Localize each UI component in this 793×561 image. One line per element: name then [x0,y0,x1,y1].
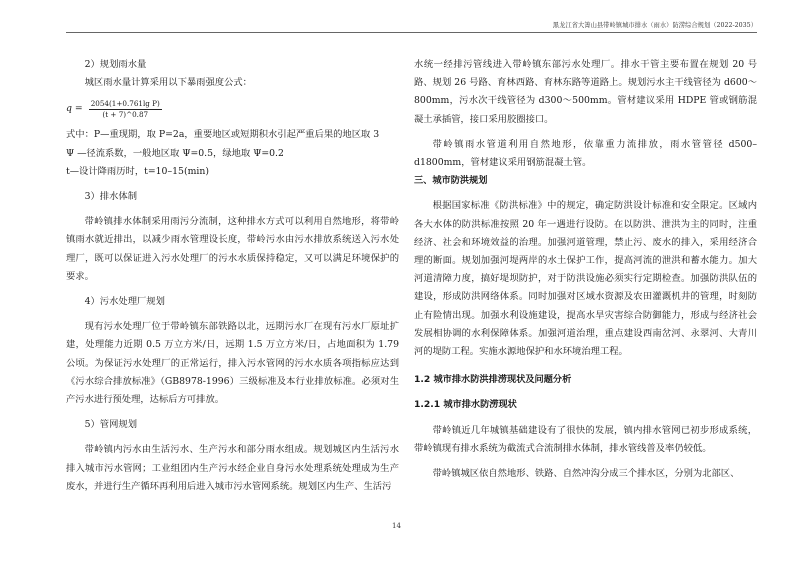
formula-numerator: 2054(1+0.761lg P) [90,98,160,108]
right-column [414,56,757,483]
paragraph-drainage-system: 带岭镇排水体制采用雨污分流制，这种排水方式可以利用自然地形，将带岭镇雨水就近排出，以减少雨水管理设长度，带岭污水由污水排放系统送入污水处理厂，既可以保证进入污水处理厂的污水水质保持稳定，又可以满足环境保护的要求。 [66,216,399,282]
heading-drainage-system: 3）排水体制 [84,191,137,203]
paragraph-sewage-plant: 现有污水处理厂位于带岭镇东部铁路以北，远期污水厂在现有污水厂原址扩建，处理能力近期 0.5 万立方米/日，远期 1.5 万立方米/日，占地面积为 1.79 公顷。为保证污水处理厂的正常运行，排入污水管网的污水水质各项指标应达到《污水综合排放标准》（GB8978-1996）三级标准及本行业排放标准。必须对生产污水进行预处理，达标后方可排放。 [66,321,399,406]
heading-sewage-plant: 4）污水处理厂规划 [84,296,165,308]
paragraph-rainwater-pipes: 带岭镇雨水管道利用自然地形，依靠重力流排放，雨水管管径 d500–d1800mm，管材建议采用钢筋混凝土管。 [414,138,757,169]
heading-flood-control: 三、城市防洪规划 [414,175,488,187]
heading-section-1-2: 1.2 城市排水防洪排涝现状及问题分析 [414,374,572,386]
paragraph-flood-control: 根据国家标准《防洪标准》中的规定，确定防洪设计标准和安全限定。区域内各大水体的防洪标准按照 20 年一遇进行设防。在以防洪、泄洪为主的同时，注重经济、社会和环境效益的治理。加强河道管理，禁止污、废水的排入，采用经济合理的断面。规划加强河堤两岸的水土保护工作，提高河流的泄洪和蓄水能力。加大河道清障力度，搞好堤坝防护，对于防洪设施必须实行定期检查。加强防洪队伍的建设，形成防洪网络体系。同时加强对区域水资源及农田灌溉机井的管理，时刻防止有险情出现。加强水利设施建设，提高水旱灾害综合防御能力，形成与经济社会发展相协调的水利保障体系。加强河道治理，重点建设西南岔河、永翠河、大青川河的堤防工程。实施水源地保护和水环境治理工程。 [414,200,757,358]
paragraph-pipe-network: 带岭镇内污水由生活污水、生产污水和部分雨水组成。规划城区内生活污水排入城市污水管网；工业组团内生产污水经企业自身污水处理系统处理成为生产废水，并进行生产循环再利用后进入城市污水管网系统。规划区内生产、生活污 [66,444,399,492]
formula-legend-p: 式中：P—重现期，取 P=2a，重要地区或短期积水引起严重后果的地区取 3 [66,129,380,141]
formula-legend-t: t—设计降雨历时，t=10–15(min) [66,165,209,177]
formula-denominator: (t + 7)^0.87 [102,109,149,119]
page-number: 14 [392,522,401,530]
rain-formula-intro: 城区雨水量计算采用以下暴雨强度公式： [84,77,252,89]
formula-fraction [89,99,162,120]
formula-legend-psi: Ψ —径流系数，一般地区取 Ψ=0.5，绿地取 Ψ=0.2 [66,147,284,159]
header-rule [66,32,757,33]
heading-section-1-2-1: 1.2.1 城市排水防涝现状 [414,399,517,411]
paragraph-pipe-network-continued: 水统一经排污管线进入带岭镇东部污水处理厂。排水干管主要布置在规划 20 号路、规划 26 号路、育林西路、育林东路等道路上。规划污水主干线管径为 d600～800mm，污水次干线管径为 d300～500mm。管材建议采用 HDPE 管或钢筋混凝土承插管，接口采用胶圈接口。 [414,59,757,125]
rain-intensity-formula [66,92,399,126]
heading-pipe-network: 5）管网规划 [84,419,137,431]
heading-rain-volume: 2）规划雨水量 [84,59,147,70]
page-header: 黑龙江省大箐山县带岭镇城市排水（雨水）防涝综合规划（2022-2035） [552,22,757,29]
formula-lhs: q = [66,103,83,115]
left-column [66,56,399,496]
paragraph-current-status: 带岭镇近几年城镇基础建设有了很快的发展，镇内排水管网已初步形成系统，带岭镇现有排水系统为截流式合流制排水体制，排水管线普及率仍较低。 [414,424,757,454]
paragraph-drainage-zones: 带岭镇城区依自然地形、铁路、自然冲沟分成三个排水区，分别为北部区、 [432,468,740,480]
